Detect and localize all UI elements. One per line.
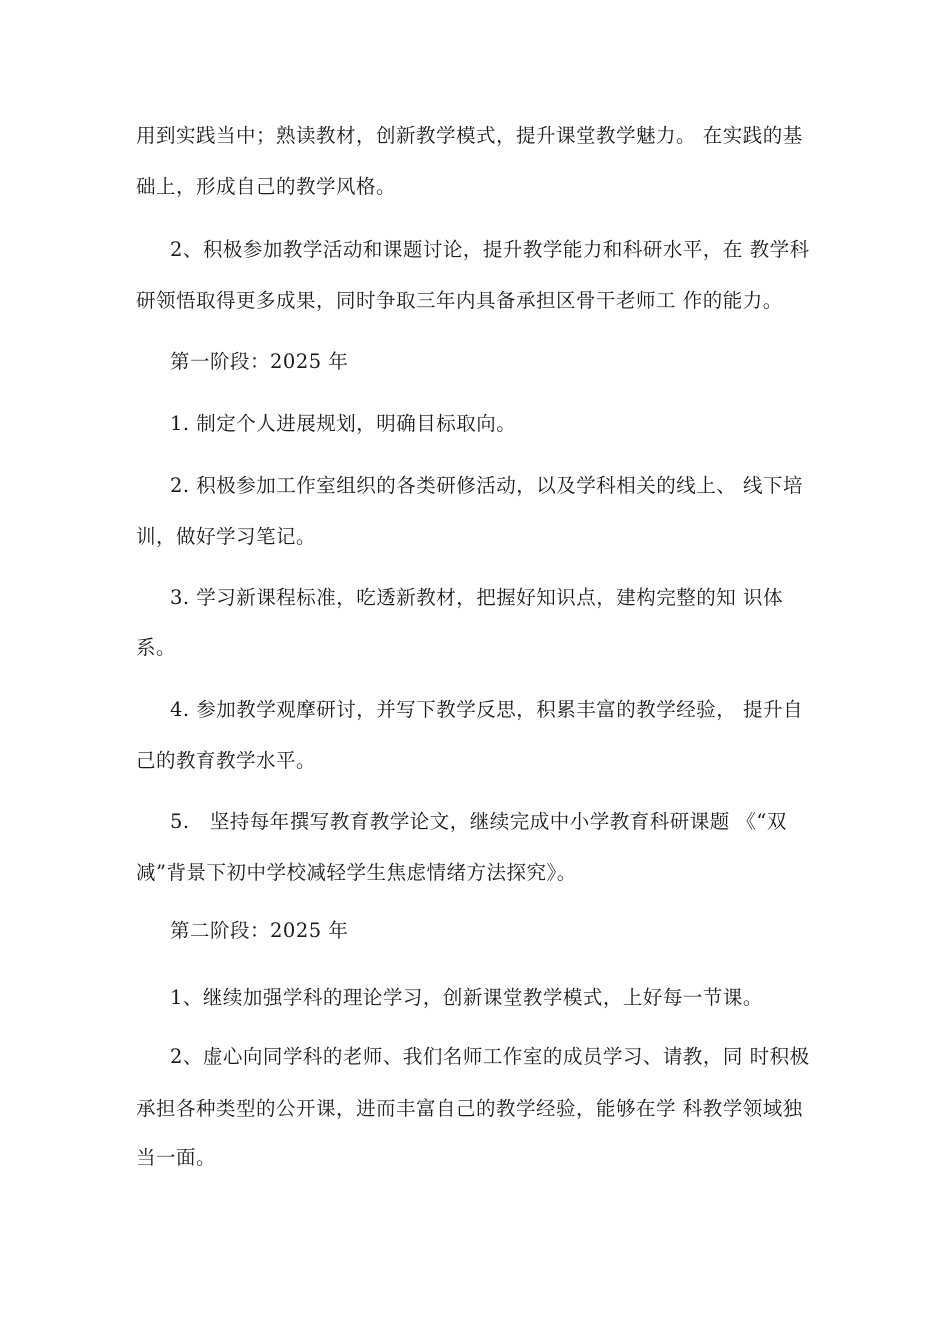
list-item: 1、继续加强学科的理论学习，创新课堂教学模式，上好每一节课。 <box>170 986 763 1009</box>
list-item: 2、虚心向同学科的老师、我们名师工作室的成员学习、请教，同 时积极 <box>170 1045 810 1068</box>
paragraph-line: 研领悟取得更多成果，同时争取三年内具备承担区骨干老师工 作的能力。 <box>136 289 783 312</box>
list-item: 5. 坚持每年撰写教育教学论文，继续完成中小学教育科研课题 《“双 <box>170 810 787 833</box>
list-item: 1. 制定个人进展规划，明确目标取向。 <box>170 412 517 435</box>
list-item-continuation: 己的教育教学水平。 <box>136 749 317 772</box>
list-item-continuation: 训，做好学习笔记。 <box>136 525 317 548</box>
list-item: 4. 参加教学观摩研讨，并写下教学反思，积累丰富的教学经验， 提升自 <box>170 698 804 721</box>
paragraph-line: 础上，形成自己的教学风格。 <box>136 175 397 198</box>
list-item-continuation: 承担各种类型的公开课，进而丰富自己的教学经验，能够在学 科教学领域独 <box>136 1097 803 1120</box>
list-item-continuation: 当一面。 <box>136 1146 217 1169</box>
list-item: 2. 积极参加工作室组织的各类研修活动，以及学科相关的线上、 线下培 <box>170 474 804 497</box>
list-item: 3. 学习新课程标准，吃透新教材，把握好知识点，建构完整的知 识体 <box>170 586 784 609</box>
paragraph-line: 2、积极参加教学活动和课题讨论，提升教学能力和科研水平，在 教学科 <box>170 238 810 261</box>
section-heading-stage-two: 第二阶段：2025 年 <box>170 919 349 942</box>
list-item-continuation: 系。 <box>136 636 177 659</box>
section-heading-stage-one: 第一阶段：2025 年 <box>170 350 349 373</box>
paragraph-line: 用到实践当中；熟读教材，创新教学模式，提升课堂教学魅力。 在实践的基 <box>136 124 803 147</box>
list-item-continuation: 减”背景下初中学校减轻学生焦虑情绪方法探究》。 <box>136 861 577 884</box>
